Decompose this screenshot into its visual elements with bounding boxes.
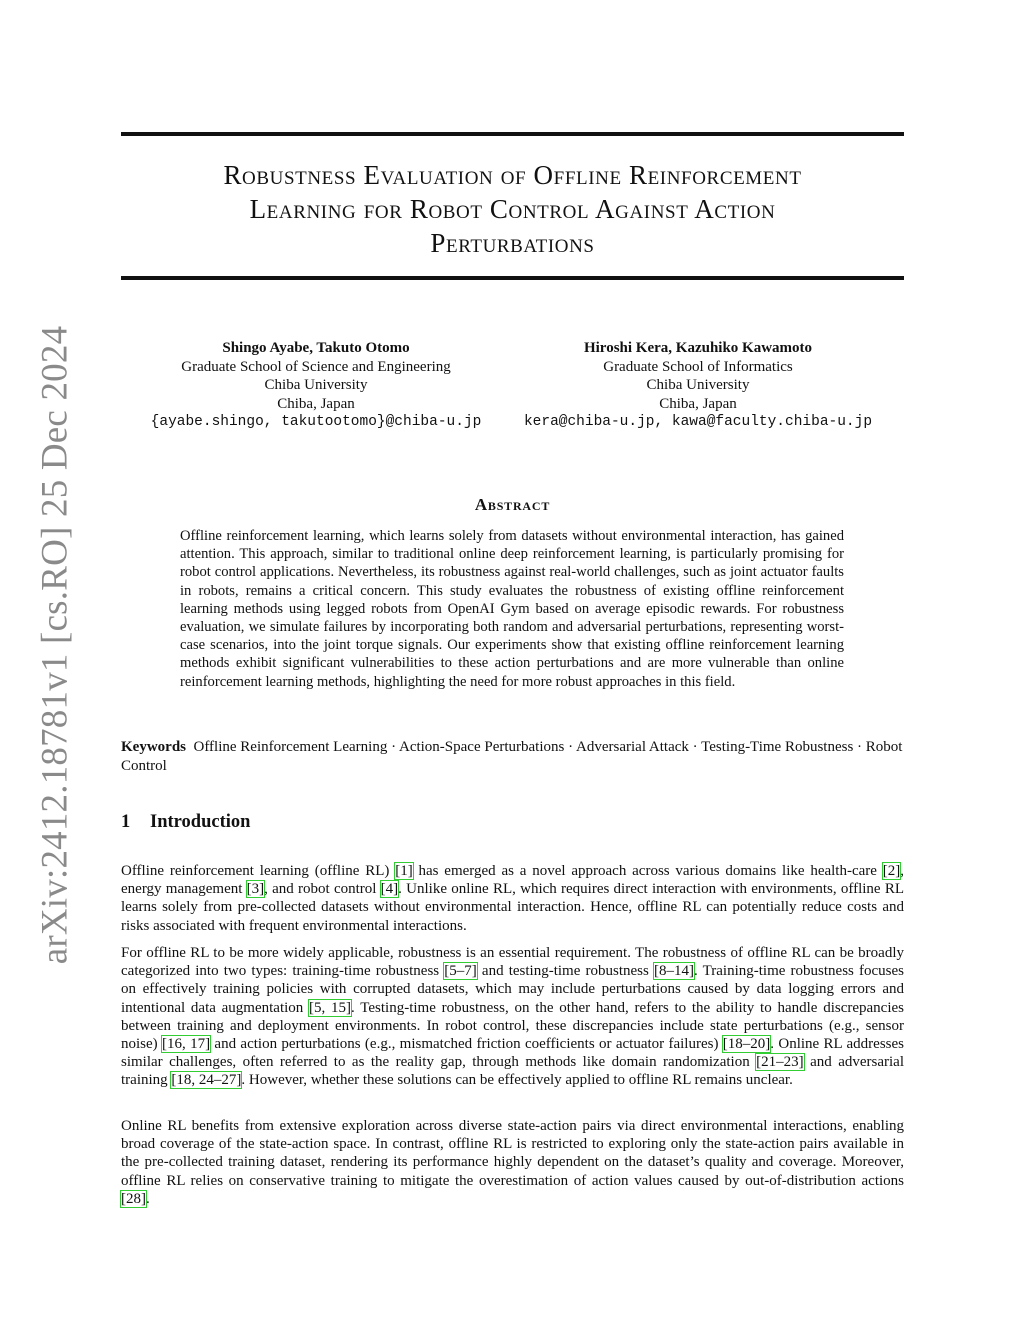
author-block-1 — [130, 339, 502, 432]
section-title: Introduction — [150, 812, 251, 832]
abstract-text: Offline reinforcement learning, which learns solely from datasets without environmental interaction, has gained attention. This approach, similar to traditional online deep reinforcement learning, is particularly promising for robot control applications. Nevertheless, its robustness against real-world challenges, such as joint actuator faults in robots, remains a critical concern. This study evaluates the robustness of existing offline reinforcement learning methods using legged robots from OpenAI Gym based on average episodic rewards. For robustness evaluation, we simulate failures by incorporating both random and adversarial perturbations, representing worst-case scenarios, into the joint torque signals. Our experiments show that existing offline reinforcement learning methods exhibit significant vulnerabilities to these action perturbations and are more vulnerable than online reinforcement learning methods, highlighting the need for more robust approaches in this field. — [180, 528, 844, 690]
citation-link[interactable]: [3] — [246, 881, 265, 898]
abstract-heading: Abstract — [474, 495, 551, 514]
citation-link[interactable]: [18, 24–27] — [171, 1072, 242, 1089]
section-number: 1 — [121, 812, 131, 832]
citation-link[interactable]: [28] — [121, 1190, 146, 1207]
citation-link[interactable]: [18–20] — [722, 1036, 771, 1053]
text-run: . Training-time robustness focuses on effectively training policies with corrupted datasets, which may include perturbations caused by data logging errors and intentional data augmentation — [121, 963, 904, 1016]
text-run: Online RL benefits from extensive exploration across diverse state-action pairs via direct environmental interactions, enabling broad coverage of the state-action space. In contrast, offline RL is restricted to exploring only the state-action pairs available in the pre-collected training dataset, rendering its performance highly dependent on the dataset’s quality and coverage. Moreover, offline RL relies on conservative training to mitigate the overestimation of action values caused by out-of-distribution actions — [121, 1118, 904, 1189]
intro-paragraph-2 — [121, 944, 904, 1090]
keywords-label: Keywords — [121, 739, 186, 755]
text-run: and action perturbations (e.g., mismatched friction coefficients or actuator failures) — [210, 1036, 723, 1053]
title-line-1: Robustness Evaluation of Offline Reinforcement — [223, 160, 802, 190]
keywords-list: Offline Reinforcement Learning · Action-Space Perturbations · Adversarial Attack · Testing-Time Robustness · Robot Control — [121, 739, 903, 774]
arxiv-identifier: arXiv:2412.18781v1 [cs.RO] 25 Dec 2024 — [34, 325, 76, 965]
citation-link[interactable]: [2] — [882, 863, 901, 879]
author-location: Chiba, Japan — [277, 395, 355, 412]
text-run: and adversarial training — [121, 1054, 905, 1089]
keywords — [121, 738, 904, 775]
text-run: . Testing-time robustness, on the other hand, refers to the ability to handle discrepancies between training and deployment environments. In robot control, these discrepancies include state perturbations (e.g., sensor noise) — [121, 999, 904, 1053]
text-run: and testing-time robustness — [476, 963, 654, 980]
title-line-3: Perturbations — [430, 228, 595, 258]
text-run: . Unlike online RL, which requires direct interaction with environments, offline RL learns solely from pre-collected datasets without environmental interaction. Hence, offline RL can potentially reduce costs and risks associated with frequent environmental interactions. — [121, 881, 904, 934]
paper-title — [121, 158, 904, 260]
text-run: For offline RL to be more widely applicable, robustness is an essential requirement. The robustness of offline RL can be broadly categorized into two types: training-time robustness — [121, 945, 904, 980]
title-rule-top — [121, 132, 904, 136]
intro-paragraph-1 — [121, 862, 904, 935]
text-run: , and robot control — [264, 881, 381, 898]
title-rule-bottom — [121, 276, 904, 280]
citation-link[interactable]: [4] — [380, 881, 399, 898]
author-university: Chiba University — [264, 377, 368, 393]
author-university: Chiba University — [646, 377, 750, 393]
text-run: Offline reinforcement learning (offline RL) — [121, 863, 396, 879]
author-email: kera@chiba-u.jp, kawa@faculty.chiba-u.jp — [523, 414, 873, 430]
text-run: . — [146, 1190, 150, 1207]
text-run: has emerged as a novel approach across various domains like health-care — [412, 863, 883, 879]
text-run: . However, whether these solutions can be effectively applied to offline RL remains unclear. — [241, 1072, 793, 1089]
author-names: Hiroshi Kera, Kazuhiko Kawamoto — [583, 340, 813, 356]
text-run: , energy management — [121, 863, 904, 898]
intro-paragraph-3 — [121, 1117, 904, 1208]
author-email: {ayabe.shingo, takutootomo}@chiba-u.jp — [150, 414, 482, 430]
author-school: Graduate School of Science and Engineering — [181, 358, 451, 375]
section-heading-introduction — [121, 812, 250, 833]
author-names: Shingo Ayabe, Takuto Otomo — [222, 340, 410, 356]
citation-link[interactable]: [8–14] — [654, 963, 694, 980]
citation-link[interactable]: [21–23] — [756, 1054, 804, 1071]
text-run: . Online RL addresses similar challenges, often referred to as the reality gap, through methods like domain randomization — [121, 1036, 904, 1071]
author-block-2 — [510, 339, 886, 432]
citation-link[interactable]: [16, 17] — [162, 1036, 211, 1053]
author-school: Graduate School of Informatics — [603, 358, 793, 375]
citation-link[interactable]: [1] — [395, 863, 413, 879]
author-location: Chiba, Japan — [659, 395, 737, 412]
citation-link[interactable]: [5, 15] — [309, 999, 352, 1016]
arxiv-sidebar-stamp — [0, 325, 110, 965]
title-line-2: Learning for Robot Control Against Action — [249, 194, 776, 224]
citation-link[interactable]: [5–7] — [444, 963, 477, 980]
